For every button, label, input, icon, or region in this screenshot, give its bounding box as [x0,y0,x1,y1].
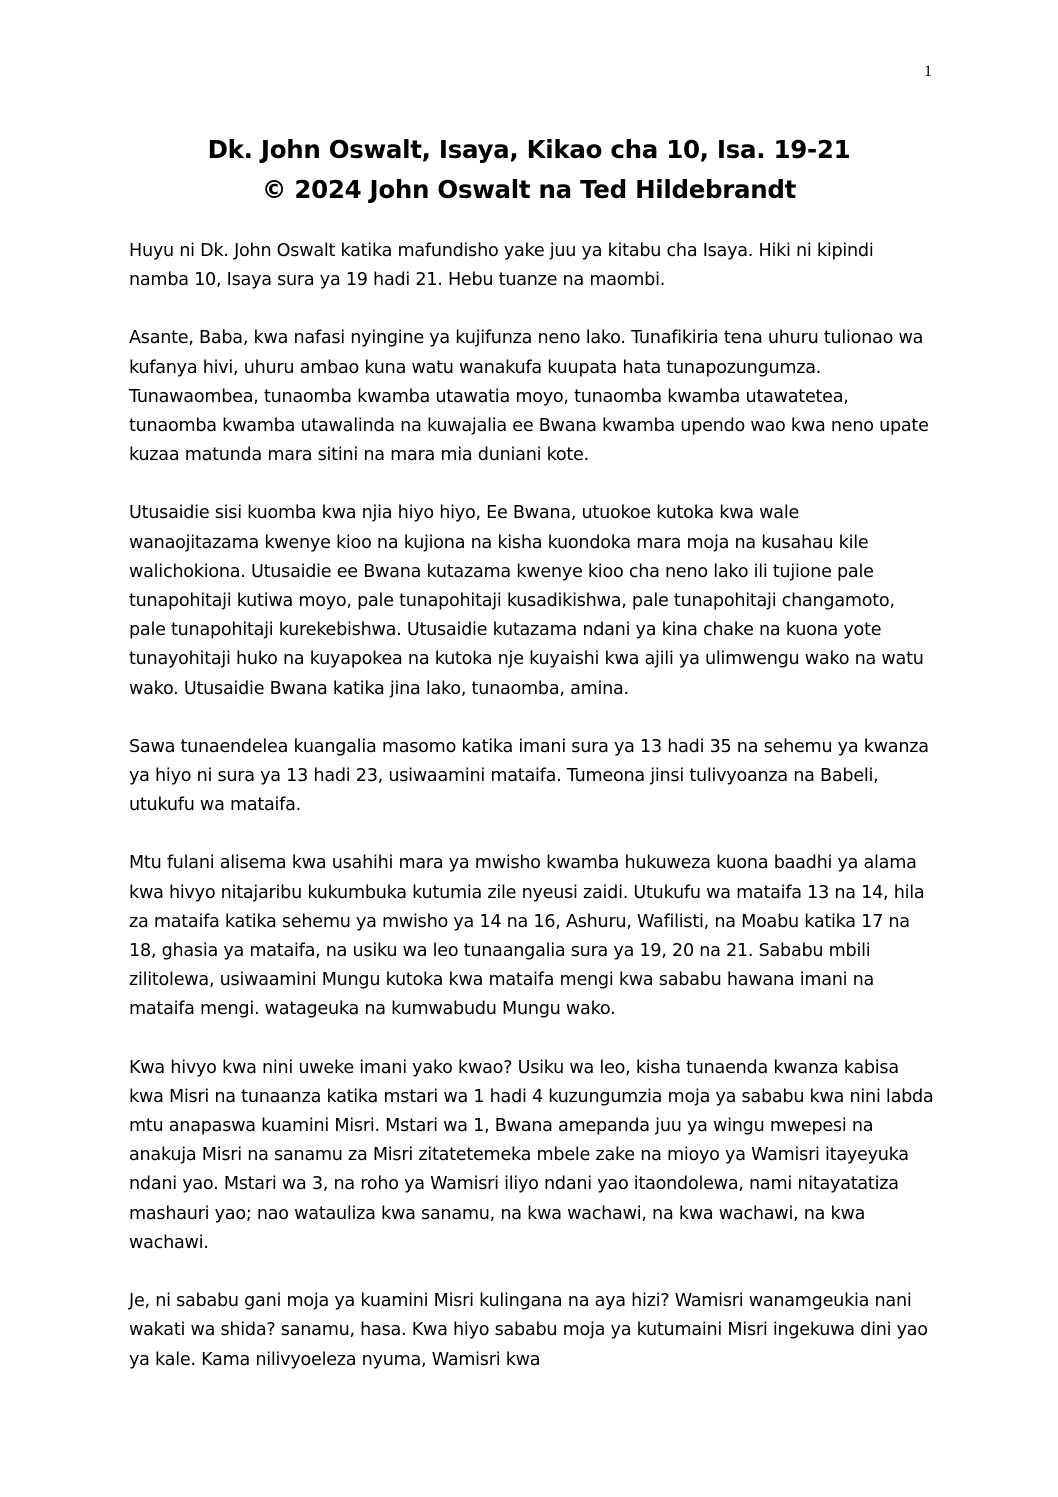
document-title [129,130,929,210]
paragraph-1: Huyu ni Dk. John Oswalt katika mafundisho yake juu ya kitabu cha Isaya. Hiki ni kipindi namba 10, Isaya sura ya 19 hadi 21. Hebu tuanze na maombi. [129,241,874,291]
page-number: 1 [924,63,932,80]
document-body [129,237,934,1404]
paragraph-6: Kwa hivyo kwa nini uweke imani yako kwao? Usiku wa leo, kisha tunaenda kwanza kabisa kwa Misri na tunaanza katika mstari wa 1 hadi 4 kuzungumzia moja ya sababu kwa nini labda mtu anapaswa kuamini Misri. Mstari wa 1, Bwana amepanda juu ya wingu mwepesi na anakuja Misri na sanamu za Misri zitatetemeka mbele zake na mioyo ya Wamisri itayeyuka ndani yao. Mstari wa 3, na roho ya Wamisri iliyo ndani yao itaondolewa, nami nitayatatiza mashauri yao; nao watauliza kwa sanamu, na kwa wachawi, na kwa wachawi, na kwa wachawi. [129,1057,934,1253]
paragraph-3: Utusaidie sisi kuomba kwa njia hiyo hiyo, Ee Bwana, utuokoe kutoka kwa wale wanaojitazama kwenye kioo na kujiona na kisha kuondoka mara moja na kusahau kile walichokiona. Utusaidie ee Bwana kutazama kwenye kioo cha neno lako ili tujione pale tunapohitaji kutiwa moyo, pale tunapohitaji kusadikishwa, pale tunapohitaji changamoto, pale tunapohitaji kurekebishwa. Utusaidie kutazama ndani ya kina chake na kuona yote tunayohitaji huko na kuyapokea na kutoka nje kuyaishi kwa ajili ya ulimwengu wako na watu wako. Utusaidie Bwana katika jina lako, tunaomba, amina. [129,503,924,699]
paragraph-5: Mtu fulani alisema kwa usahihi mara ya mwisho kwamba hukuweza kuona baadhi ya alama kwa hivyo nitajaribu kukumbuka kutumia zile nyeusi zaidi. Utukufu wa mataifa 13 na 14, hila za mataifa katika sehemu ya mwisho ya 14 na 16, Ashuru, Wafilisti, na Moabu katika 17 na 18, ghasia ya mataifa, na usiku wa leo tunaangalia sura ya 19, 20 na 21. Sababu mbili zilitolewa, usiwaamini Mungu kutoka kwa mataifa mengi kwa sababu hawana imani na mataifa mengi. watageuka na kumwabudu Mungu wako. [129,853,925,1020]
paragraph-7: Je, ni sababu gani moja ya kuamini Misri kulingana na aya hizi? Wamisri wanamgeukia nani wakati wa shida? sanamu, hasa. Kwa hiyo sababu moja ya kutumaini Misri ingekuwa dini yao ya kale. Kama nilivyoeleza nyuma, Wamisri kwa [129,1291,928,1370]
title-line-2: © 2024 John Oswalt na Ted Hildebrandt [261,175,797,204]
paragraph-4: Sawa tunaendelea kuangalia masomo katika imani sura ya 13 hadi 35 na sehemu ya kwanza ya hiyo ni sura ya 13 hadi 23, usiwaamini mataifa. Tumeona jinsi tulivyoanza na Babeli, utukufu wa mataifa. [129,736,929,816]
title-line-1: Dk. John Oswalt, Isaya, Kikao cha 10, Isa. 19-21 [207,135,851,164]
paragraph-2: Asante, Baba, kwa nafasi nyingine ya kujifunza neno lako. Tunafikiria tena uhuru tulionao wa kufanya hivi, uhuru ambao kuna watu wanakufa kuupata hata tunapozungumza. Tunawaombea, tunaomba kwamba utawatia moyo, tunaomba kwamba utawatetea, tunaomba kwamba utawalinda na kuwajalia ee Bwana kwamba upendo wao kwa neno upate kuzaa matunda mara sitini na mara mia duniani kote. [129,328,929,466]
